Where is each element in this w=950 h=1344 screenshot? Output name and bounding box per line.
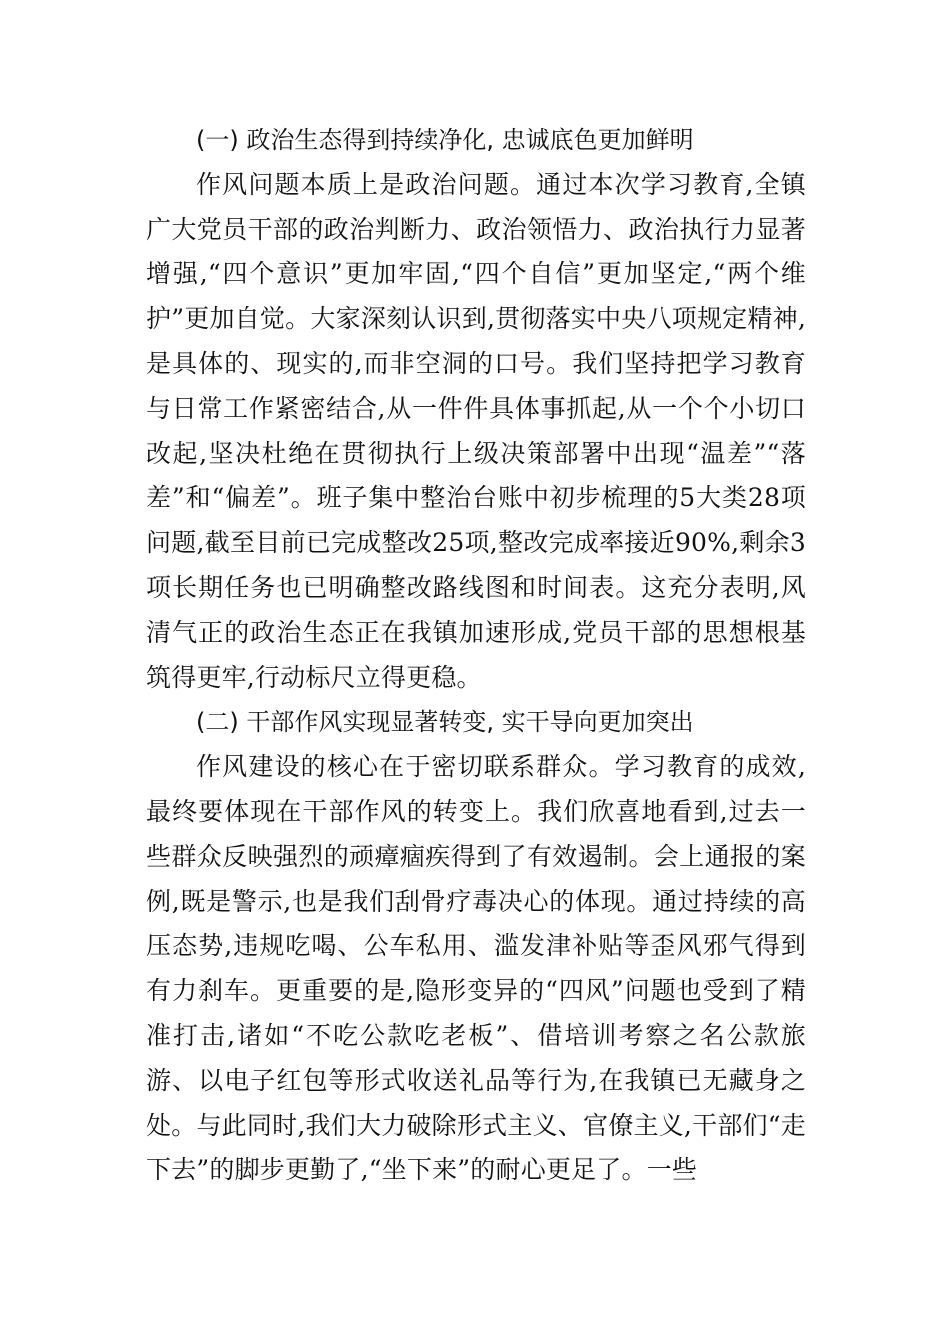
section-heading-1: (一) 政治生态得到持续净化, 忠诚底色更加鲜明 xyxy=(196,126,694,154)
document-body xyxy=(146,118,806,1193)
section-paragraph-1: 作风问题本质上是政治问题。通过本次学习教育,全镇广大党员干部的政治判断力、政治领悟力、政治执行力显著增强,“四个意识”更加牢固,“四个自信”更加坚定,“两个维护”更加自觉。大家深刻认识到,贯彻落实中央八项规定精神,是具体的、现实的,而非空洞的口号。我们坚持把学习教育与日常工作紧密结合,从一件件具体事抓起,从一个个小切口改起,坚决杜绝在贯彻执行上级决策部署中出现“温差”“落差”和“偏差”。班子集中整治台账中初步梳理的5大类28项问题,截至目前已完成整改25项,整改完成率接近90%,剩余3项长期任务也已明确整改路线图和时间表。这充分表明,风清气正的政治生态正在我镇加速形成,党员干部的思想根基筑得更牢,行动标尺立得更稳。 xyxy=(146,169,806,692)
section-paragraph-2: 作风建设的核心在于密切联系群众。学习教育的成效,最终要体现在干部作风的转变上。我们欣喜地看到,过去一些群众反映强烈的顽瘴痼疾得到了有效遏制。会上通报的案例,既是警示,也是我们刮骨疗毒决心的体现。通过持续的高压态势,违规吃喝、公车私用、滥发津补贴等歪风邪气得到有力刹车。更重要的是,隐形变异的“四风”问题也受到了精准打击,诸如“不吃公款吃老板”、借培训考察之名公款旅游、以电子红包等形式收送礼品等行为,在我镇已无藏身之处。与此同时,我们大力破除形式主义、官僚主义,干部们“走下去”的脚步更勤了,“坐下来”的耐心更足了。一些 xyxy=(146,752,806,1185)
section-heading-2: (二) 干部作风实现显著转变, 实干导向更加突出 xyxy=(196,708,694,737)
